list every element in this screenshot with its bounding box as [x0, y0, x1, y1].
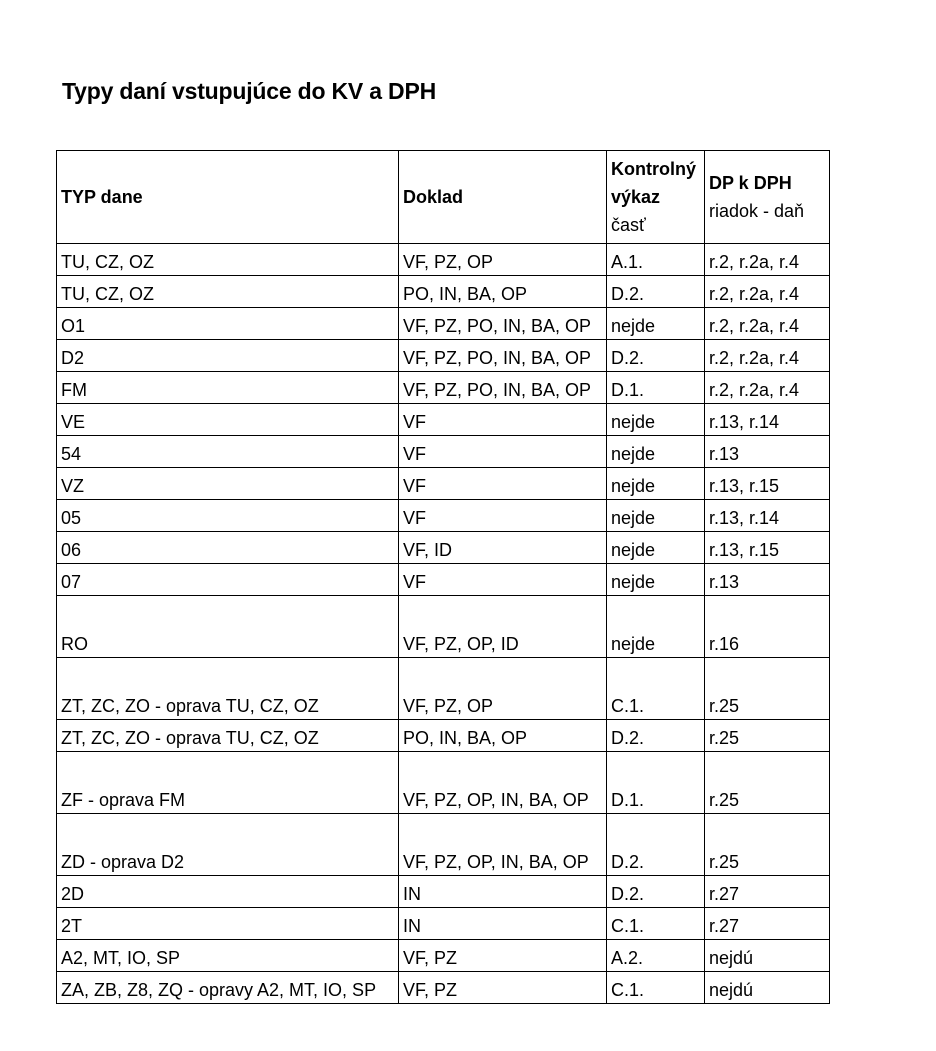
- cell-dp: r.25: [705, 658, 830, 720]
- tax-types-table: [56, 150, 830, 1004]
- cell-dp: r.13, r.14: [705, 500, 830, 532]
- table-row: [57, 308, 830, 340]
- cell-dp: r.13, r.15: [705, 468, 830, 500]
- cell-dp: r.27: [705, 876, 830, 908]
- cell-dp: r.2, r.2a, r.4: [705, 308, 830, 340]
- table-row: [57, 876, 830, 908]
- cell-kv: D.1.: [607, 752, 705, 814]
- cell-typ: 2T: [57, 908, 399, 940]
- cell-typ: ZT, ZC, ZO - oprava TU, CZ, OZ: [57, 658, 399, 720]
- cell-kv: nejde: [607, 404, 705, 436]
- cell-doklad: VF: [399, 564, 607, 596]
- cell-doklad: VF: [399, 436, 607, 468]
- cell-kv: D.2.: [607, 276, 705, 308]
- table-row: [57, 276, 830, 308]
- cell-doklad: VF, PZ, OP, IN, BA, OP: [399, 752, 607, 814]
- header-kv-line3: časť: [611, 215, 646, 235]
- cell-doklad: VF, PZ, PO, IN, BA, OP: [399, 340, 607, 372]
- cell-dp: r.2, r.2a, r.4: [705, 340, 830, 372]
- cell-doklad: PO, IN, BA, OP: [399, 720, 607, 752]
- cell-typ: ZF - oprava FM: [57, 752, 399, 814]
- cell-doklad: VF, ID: [399, 532, 607, 564]
- cell-dp: r.13: [705, 564, 830, 596]
- cell-doklad: PO, IN, BA, OP: [399, 276, 607, 308]
- cell-dp: r.25: [705, 752, 830, 814]
- cell-dp: r.2, r.2a, r.4: [705, 244, 830, 276]
- cell-doklad: VF: [399, 404, 607, 436]
- page-title: Typy daní vstupujúce do KV a DPH: [62, 78, 437, 104]
- cell-dp: r.13, r.14: [705, 404, 830, 436]
- cell-doklad: VF, PZ, OP: [399, 658, 607, 720]
- cell-doklad: VF, PZ: [399, 940, 607, 972]
- table-row: [57, 468, 830, 500]
- cell-kv: C.1.: [607, 908, 705, 940]
- table-row: [57, 658, 830, 720]
- table-row: [57, 940, 830, 972]
- cell-dp: r.25: [705, 720, 830, 752]
- cell-kv: D.1.: [607, 372, 705, 404]
- cell-typ: VE: [57, 404, 399, 436]
- cell-typ: 54: [57, 436, 399, 468]
- table-row: [57, 244, 830, 276]
- cell-dp: nejdú: [705, 972, 830, 1004]
- cell-dp: r.16: [705, 596, 830, 658]
- cell-doklad: VF, PZ, OP: [399, 244, 607, 276]
- table-row: [57, 532, 830, 564]
- table-row: [57, 500, 830, 532]
- cell-dp: r.2, r.2a, r.4: [705, 372, 830, 404]
- cell-dp: r.25: [705, 814, 830, 876]
- table-row: [57, 596, 830, 658]
- cell-kv: nejde: [607, 436, 705, 468]
- table-row: [57, 814, 830, 876]
- table-row: [57, 908, 830, 940]
- cell-kv: A.2.: [607, 940, 705, 972]
- cell-doklad: VF, PZ, PO, IN, BA, OP: [399, 372, 607, 404]
- table-row: [57, 404, 830, 436]
- cell-kv: C.1.: [607, 658, 705, 720]
- cell-kv: D.2.: [607, 814, 705, 876]
- header-kontrolny-vykaz: [607, 151, 705, 244]
- cell-kv: nejde: [607, 532, 705, 564]
- cell-typ: 07: [57, 564, 399, 596]
- cell-kv: nejde: [607, 500, 705, 532]
- cell-dp: r.13, r.15: [705, 532, 830, 564]
- cell-kv: nejde: [607, 468, 705, 500]
- cell-typ: ZA, ZB, Z8, ZQ - opravy A2, MT, IO, SP: [57, 972, 399, 1004]
- table-row: [57, 372, 830, 404]
- cell-kv: D.2.: [607, 340, 705, 372]
- cell-typ: A2, MT, IO, SP: [57, 940, 399, 972]
- cell-kv: D.2.: [607, 876, 705, 908]
- cell-typ: RO: [57, 596, 399, 658]
- table-row: [57, 340, 830, 372]
- header-kv-line2: výkaz: [611, 187, 661, 207]
- cell-kv: nejde: [607, 596, 705, 658]
- cell-kv: nejde: [607, 564, 705, 596]
- cell-dp: r.27: [705, 908, 830, 940]
- cell-typ: TU, CZ, OZ: [57, 276, 399, 308]
- header-dp-k-dph: [705, 151, 830, 244]
- cell-typ: VZ: [57, 468, 399, 500]
- table-row: [57, 720, 830, 752]
- cell-doklad: IN: [399, 876, 607, 908]
- cell-typ: 2D: [57, 876, 399, 908]
- table-row: [57, 436, 830, 468]
- header-doklad: Doklad: [399, 151, 607, 244]
- cell-kv: A.1.: [607, 244, 705, 276]
- table-row: [57, 564, 830, 596]
- cell-doklad: VF, PZ: [399, 972, 607, 1004]
- cell-typ: ZD - oprava D2: [57, 814, 399, 876]
- cell-doklad: IN: [399, 908, 607, 940]
- cell-dp: nejdú: [705, 940, 830, 972]
- cell-doklad: VF: [399, 468, 607, 500]
- cell-kv: C.1.: [607, 972, 705, 1004]
- table-row: [57, 972, 830, 1004]
- cell-doklad: VF: [399, 500, 607, 532]
- cell-typ: D2: [57, 340, 399, 372]
- cell-dp: r.2, r.2a, r.4: [705, 276, 830, 308]
- cell-typ: TU, CZ, OZ: [57, 244, 399, 276]
- header-dp-line1: DP k DPH: [709, 173, 792, 193]
- table-row: [57, 752, 830, 814]
- cell-doklad: VF, PZ, PO, IN, BA, OP: [399, 308, 607, 340]
- cell-dp: r.13: [705, 436, 830, 468]
- cell-typ: FM: [57, 372, 399, 404]
- header-typ-dane: TYP dane: [57, 151, 399, 244]
- cell-doklad: VF, PZ, OP, IN, BA, OP: [399, 814, 607, 876]
- cell-kv: D.2.: [607, 720, 705, 752]
- cell-typ: O1: [57, 308, 399, 340]
- header-dp-line2: riadok - daň: [709, 201, 805, 221]
- header-kv-line1: Kontrolný: [611, 159, 696, 179]
- cell-doklad: VF, PZ, OP, ID: [399, 596, 607, 658]
- cell-typ: 06: [57, 532, 399, 564]
- cell-typ: 05: [57, 500, 399, 532]
- cell-typ: ZT, ZC, ZO - oprava TU, CZ, OZ: [57, 720, 399, 752]
- header-row: [57, 151, 830, 244]
- cell-kv: nejde: [607, 308, 705, 340]
